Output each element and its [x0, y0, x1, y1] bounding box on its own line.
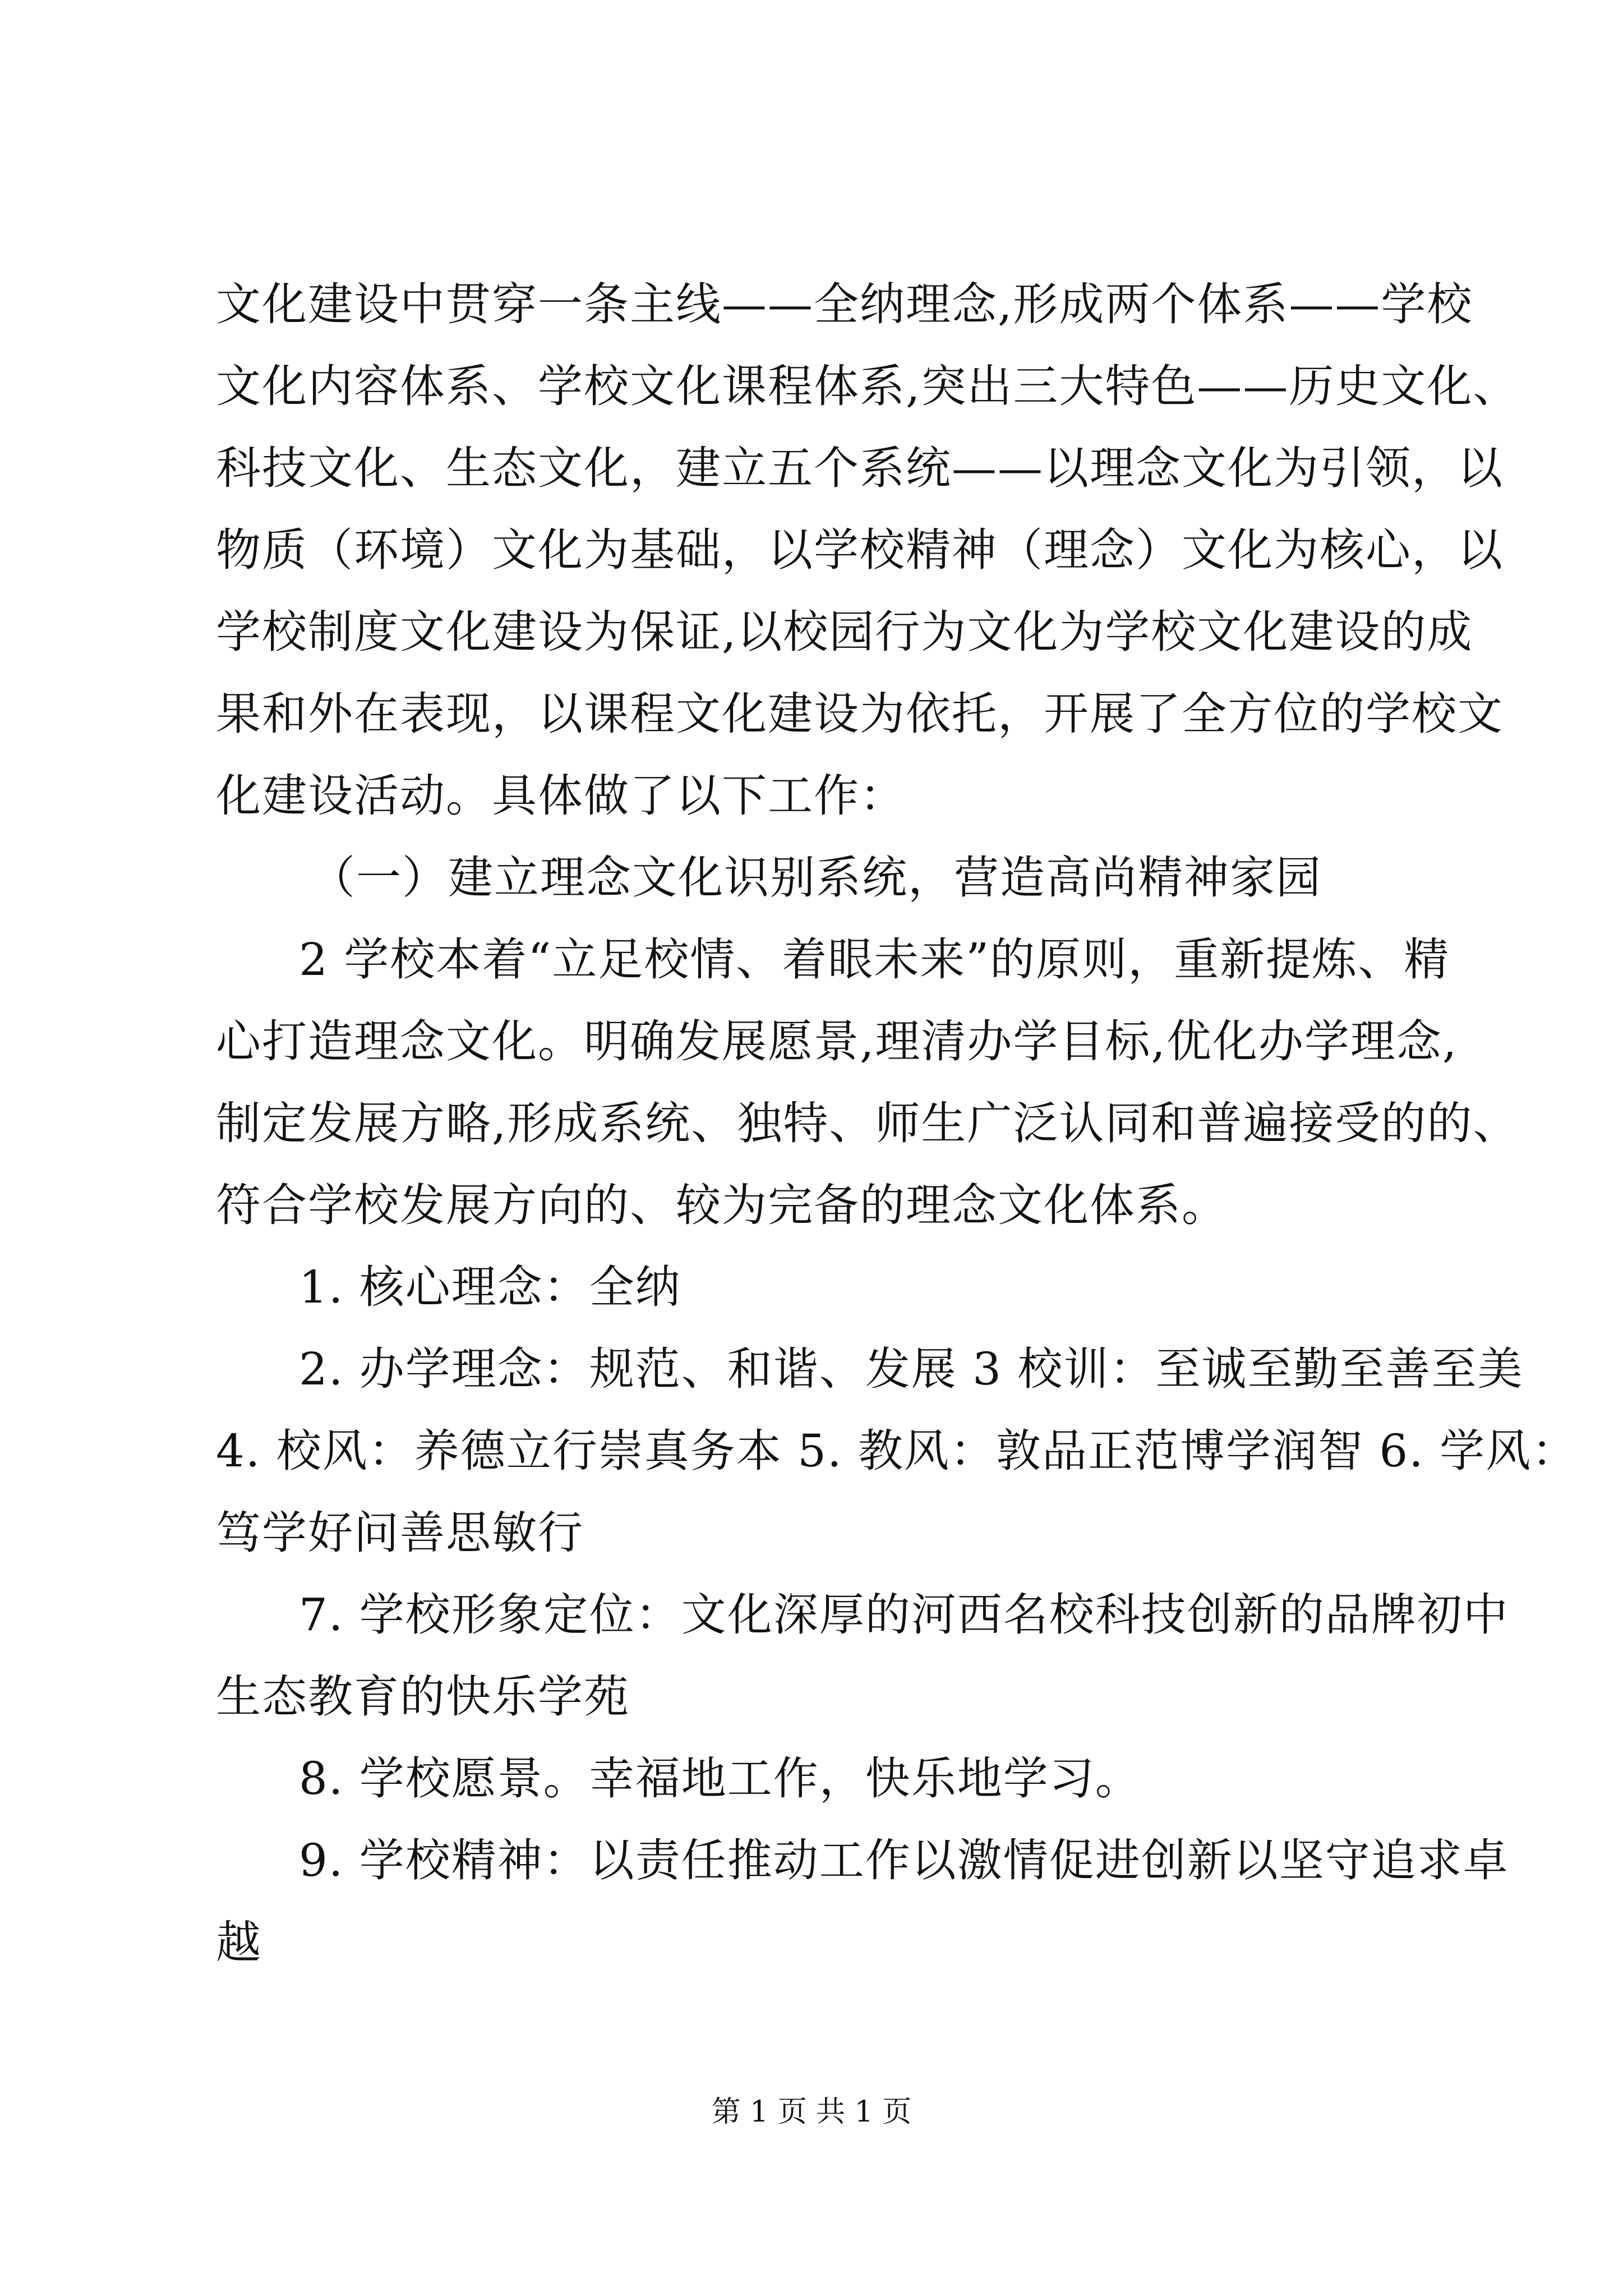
list-item: 7. 学校形象定位：文化深厚的河西名校科技创新的品牌初中	[299, 1589, 1509, 1641]
list-item: 1. 核心理念：全纳	[299, 1261, 681, 1313]
page-footer: 第 1 页 共 1 页	[711, 2095, 912, 2129]
text-line: 文化建设中贯穿一条主线——全纳理念,形成两个体系——学校	[216, 278, 1473, 330]
text-line: 果和外在表现，以课程文化建设为依托，开展了全方位的学校文	[216, 688, 1504, 740]
list-item: 8. 学校愿景。幸福地工作，快乐地学习。	[299, 1752, 1141, 1805]
text-line: 化建设活动。具体做了以下工作：	[216, 770, 906, 822]
section-heading: （一）建立理念文化识别系统，营造高尚精神家园	[310, 852, 1322, 904]
text-line: 心打造理念文化。明确发展愿景,理清办学目标,优化办学理念,	[216, 1015, 1458, 1068]
text-line: 学校制度文化建设为保证,以校园行为文化为学校文化建设的成	[216, 606, 1473, 658]
text-line: 物质（环境）文化为基础，以学校精神（理念）文化为核心，以	[216, 524, 1504, 576]
text-line: 4. 校风：养德立行崇真务本 5. 教风：敦品正范博学润智 6. 学风：	[216, 1425, 1578, 1477]
text-line: 越	[216, 1916, 262, 1968]
text-line: 制定发展方略,形成系统、独特、师生广泛认同和普遍接受的的、	[216, 1097, 1519, 1149]
document-body	[216, 264, 1578, 1984]
text-line: 笃学好问善思敏行	[216, 1507, 584, 1559]
text-line: 科技文化、生态文化，建立五个系统——以理念文化为引领，以	[216, 442, 1504, 494]
list-item: 9. 学校精神：以责任推动工作以激情促进创新以坚守追求卓	[299, 1834, 1509, 1887]
text-line: 2 学校本着“立足校情、着眼未来”的原则，重新提炼、精	[299, 933, 1450, 986]
text-line: 生态教育的快乐学苑	[216, 1671, 630, 1723]
text-line: 文化内容体系、学校文化课程体系,突出三大特色——历史文化、	[216, 360, 1519, 412]
text-line: 符合学校发展方向的、较为完备的理念文化体系。	[216, 1179, 1228, 1231]
list-item: 2. 办学理念：规范、和谐、发展 3 校训：至诚至勤至善至美	[299, 1343, 1524, 1395]
